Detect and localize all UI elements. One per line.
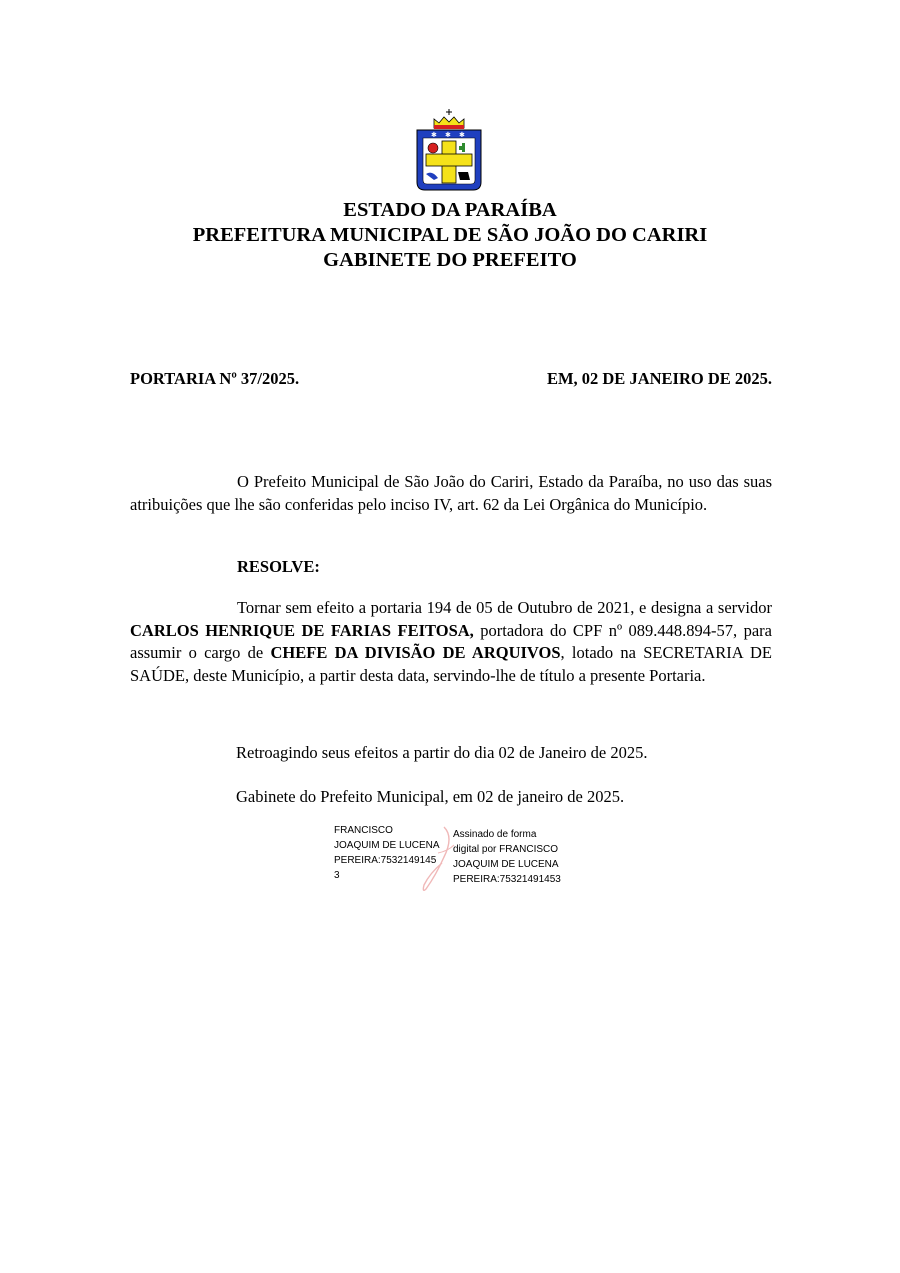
reference-row — [130, 369, 772, 393]
decision-paragraph — [130, 597, 772, 687]
decision-text-3: , lotado na SECRETARIA DE SAÚDE, deste Município, a partir desta data, servindo-lhe de título a presente Portaria. — [130, 643, 772, 685]
crown-icon — [434, 109, 464, 129]
portaria-number: PORTARIA Nº 37/2025. — [130, 369, 300, 388]
office-title: GABINETE DO PREFEITO — [323, 249, 577, 271]
coat-of-arms-logo — [414, 108, 484, 194]
svg-text:✱: ✱ — [431, 131, 437, 139]
closing-paragraph: Gabinete do Prefeito Municipal, em 02 de janeiro de 2025. — [236, 787, 625, 806]
resolve-label: RESOLVE: — [237, 557, 320, 576]
svg-text:✱: ✱ — [459, 131, 465, 139]
municipality-title: PREFEITURA MUNICIPAL DE SÃO JOÃO DO CARIRI — [192, 224, 708, 246]
digital-signature — [334, 823, 584, 895]
signer-line: JOAQUIM DE LUCENA — [334, 840, 440, 851]
signer-line: PEREIRA:7532149145 — [334, 855, 437, 866]
state-title: ESTADO DA PARAÍBA — [343, 199, 557, 221]
signature-note-line: JOAQUIM DE LUCENA — [453, 859, 559, 870]
position-title: CHEFE DA DIVISÃO DE ARQUIVOS — [270, 643, 561, 662]
signer-line: FRANCISCO — [334, 825, 393, 836]
intro-paragraph: O Prefeito Municipal de São João do Cariri, Estado da Paraíba, no uso das suas atribuições que lhe são conferidas pelo inciso IV, art. 62 da Lei Orgânica do Município. — [130, 472, 772, 514]
signer-name-block — [334, 823, 440, 883]
decision-text-2: portadora do CPF nº 089.448.894-57, para assumir o cargo de — [130, 620, 772, 662]
signature-note-line: PEREIRA:75321491453 — [453, 874, 561, 885]
portaria-date: EM, 02 DE JANEIRO DE 2025. — [546, 369, 772, 388]
signature-note-line: Assinado de forma — [453, 829, 537, 840]
retroactive-paragraph: Retroagindo seus efeitos a partir do dia 02 de Janeiro de 2025. — [236, 743, 648, 762]
document-header — [0, 198, 900, 273]
svg-text:✱: ✱ — [445, 131, 451, 139]
decision-text-1: Tornar sem efeito a portaria 194 de 05 de Outubro de 2021, e designa a servidor — [237, 598, 772, 617]
signature-note-line: digital por FRANCISCO — [453, 844, 559, 855]
shield-icon — [417, 130, 481, 190]
signature-note-block — [453, 827, 561, 887]
signer-line: 3 — [334, 870, 340, 881]
servant-name: CARLOS HENRIQUE DE FARIAS FEITOSA, — [130, 620, 474, 640]
